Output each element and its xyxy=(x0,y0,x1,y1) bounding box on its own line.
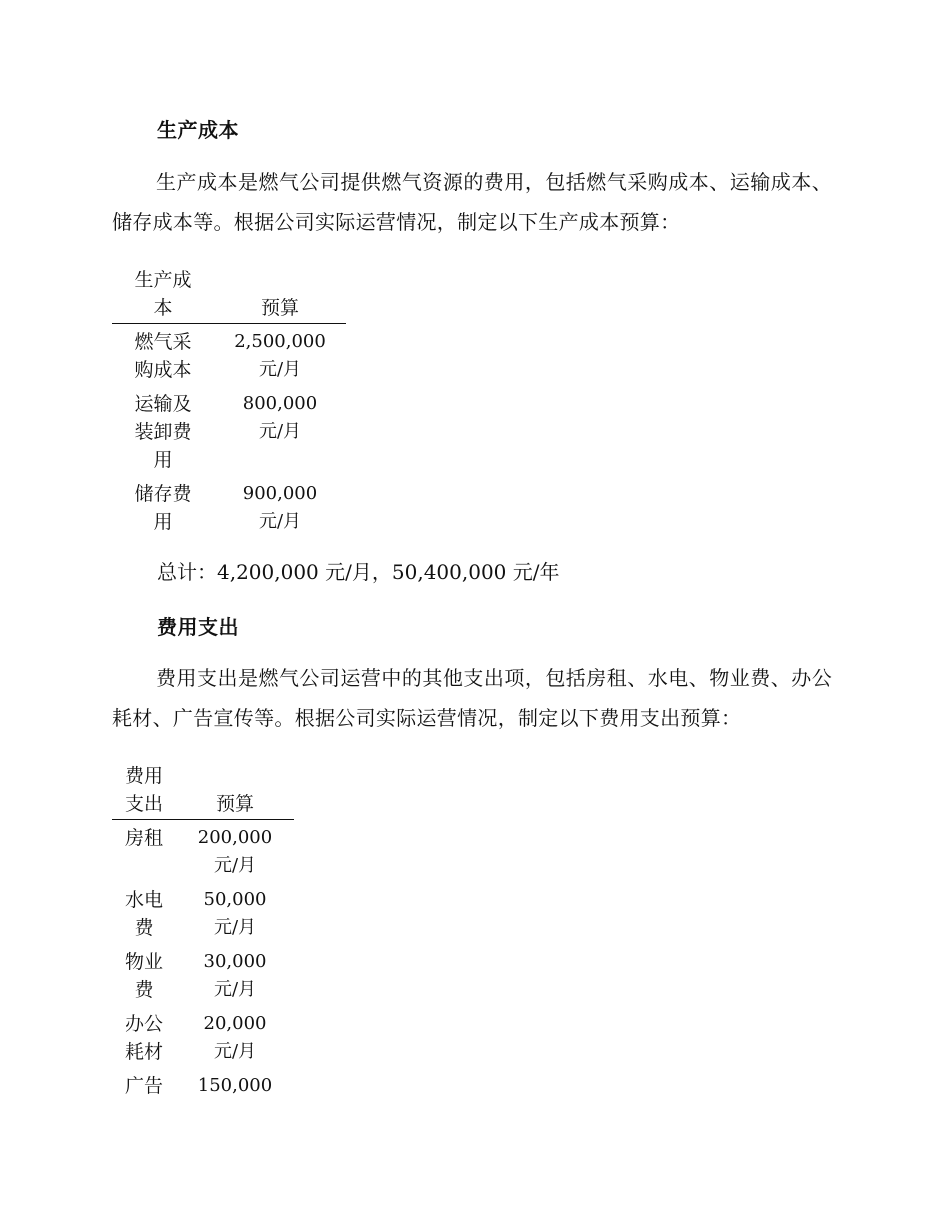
table-header-row xyxy=(112,266,346,324)
row-budget: 2,500,000 元/月 xyxy=(234,331,326,380)
expenses-heading: 费用支出 xyxy=(157,615,239,639)
row-budget: 150,000 xyxy=(197,1075,273,1096)
row-item: 储存费用 xyxy=(134,483,192,533)
row-item: 办公耗材 xyxy=(124,1013,163,1063)
row-budget: 900,000 元/月 xyxy=(242,483,318,532)
column-header-item: 费用支出 xyxy=(112,762,176,820)
row-item: 燃气采购成本 xyxy=(134,331,192,381)
row-item: 运输及装卸费用 xyxy=(134,393,192,471)
production-cost-paragraph: 生产成本是燃气公司提供燃气资源的费用，包括燃气采购成本、运输成本、储存成本等。根据公司实际运营情况，制定以下生产成本预算： xyxy=(112,170,832,234)
row-budget: 800,000 元/月 xyxy=(242,393,318,442)
column-header-budget: 预算 xyxy=(214,266,346,324)
table-row xyxy=(112,1066,294,1100)
row-budget: 20,000 元/月 xyxy=(203,1013,267,1062)
table-row xyxy=(112,1004,294,1066)
table-header-row xyxy=(112,762,294,820)
row-budget: 200,000 元/月 xyxy=(197,827,273,876)
column-header-budget: 预算 xyxy=(176,762,294,820)
production-cost-heading: 生产成本 xyxy=(157,118,239,142)
production-cost-total: 总计：4,200,000 元/月，50,400,000 元/年 xyxy=(157,560,560,584)
row-budget: 50,000 元/月 xyxy=(203,889,267,938)
table-row xyxy=(112,384,346,474)
row-item: 物业费 xyxy=(124,951,163,1001)
table-row xyxy=(112,324,346,385)
expenses-paragraph: 费用支出是燃气公司运营中的其他支出项，包括房租、水电、物业费、办公耗材、广告宣传等。根据公司实际运营情况，制定以下费用支出预算： xyxy=(112,666,832,730)
table-row xyxy=(112,474,346,536)
table-row xyxy=(112,942,294,1004)
production-cost-table xyxy=(112,266,346,536)
column-header-item: 生产成本 xyxy=(112,266,214,324)
table-row xyxy=(112,820,294,881)
row-budget: 30,000 元/月 xyxy=(203,951,267,1000)
row-item: 水电费 xyxy=(124,889,163,939)
expenses-table xyxy=(112,762,294,1100)
row-item: 广告 xyxy=(124,1075,163,1097)
row-item: 房租 xyxy=(124,827,163,849)
table-row xyxy=(112,880,294,942)
